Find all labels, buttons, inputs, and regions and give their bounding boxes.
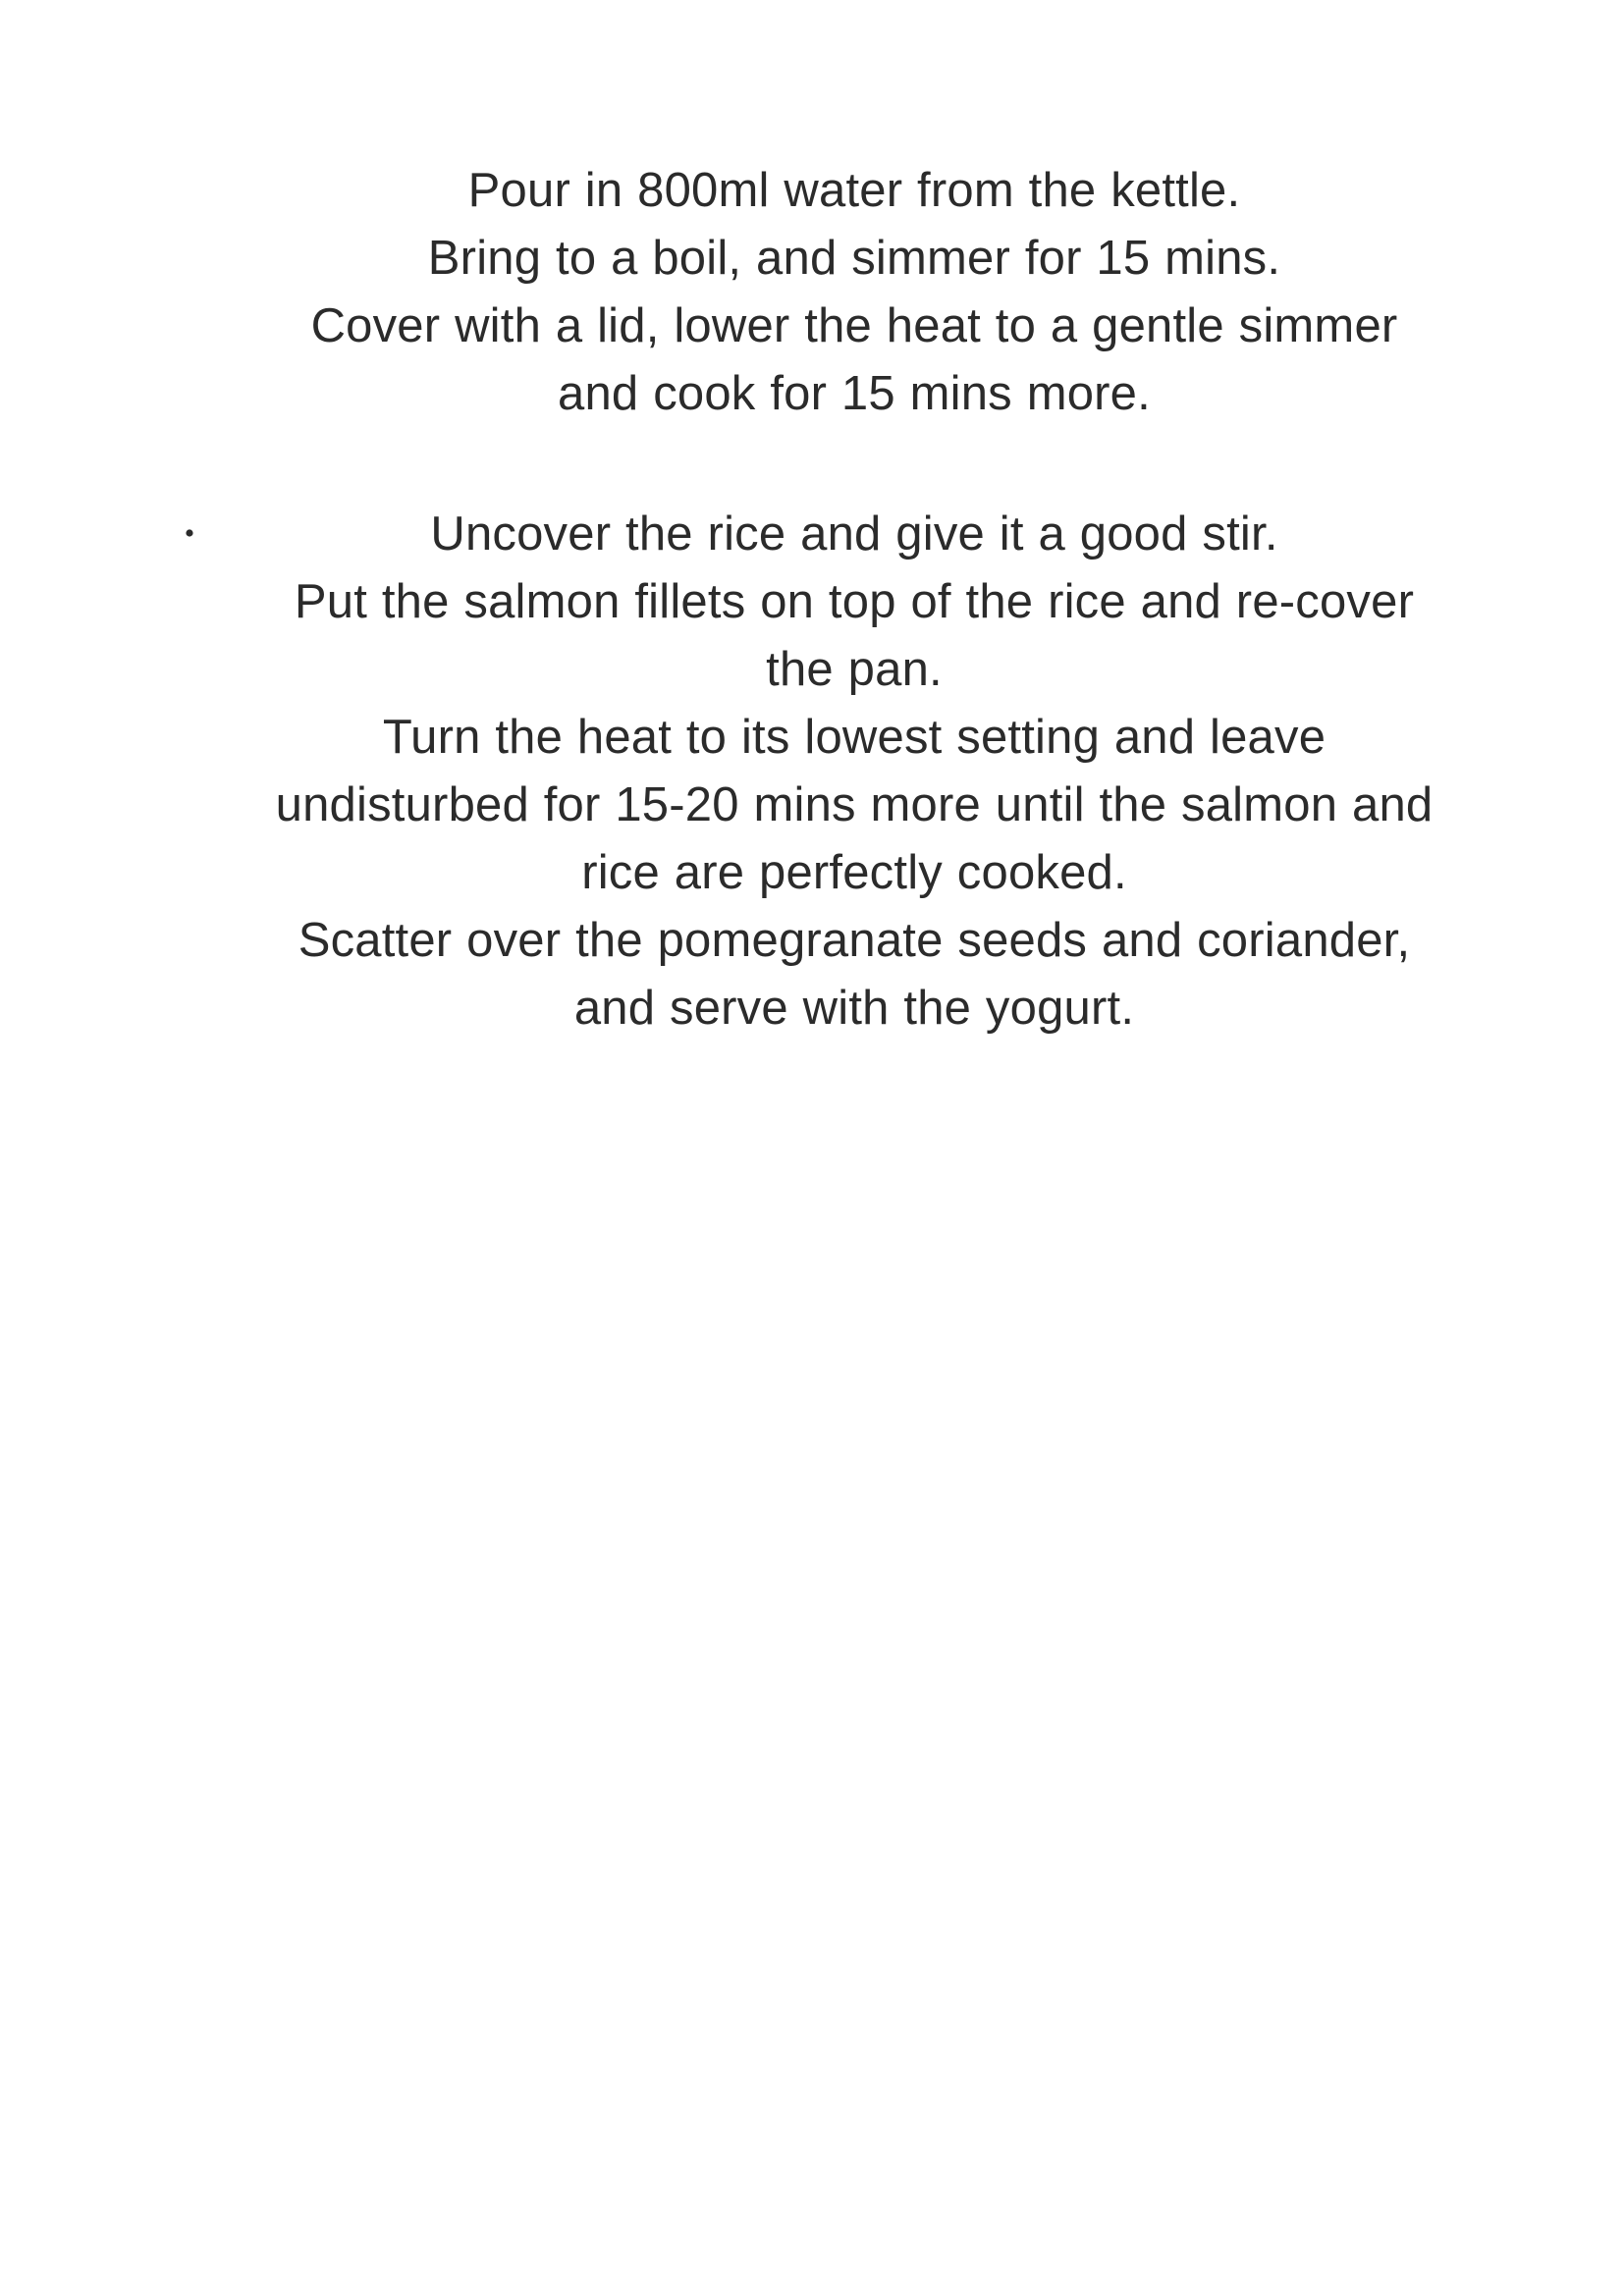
text-line: the pan.	[766, 643, 943, 696]
text-line: rice are perfectly cooked.	[581, 846, 1127, 899]
text-line: Cover with a lid, lower the heat to a gentle simmer	[310, 299, 1398, 352]
instruction-paragraph-1	[236, 157, 1473, 428]
text-line: Uncover the rice and give it a good stir.	[430, 507, 1278, 561]
text-line: Pour in 800ml water from the kettle.	[467, 164, 1241, 217]
text-line: and serve with the yogurt.	[573, 982, 1135, 1035]
text-line: Put the salmon fillets on top of the rice and re-cover	[294, 575, 1415, 628]
text-line: Scatter over the pomegranate seeds and coriander,	[298, 914, 1411, 967]
text-line: Turn the heat to its lowest setting and leave	[382, 711, 1326, 764]
text-line: Bring to a boil, and simmer for 15 mins.	[427, 232, 1281, 285]
text-line: and cook for 15 mins more.	[558, 367, 1151, 420]
text-line: undisturbed for 15-20 mins more until the salmon and	[275, 778, 1434, 831]
instruction-paragraph-2	[236, 501, 1473, 1042]
bullet-icon	[186, 529, 192, 536]
